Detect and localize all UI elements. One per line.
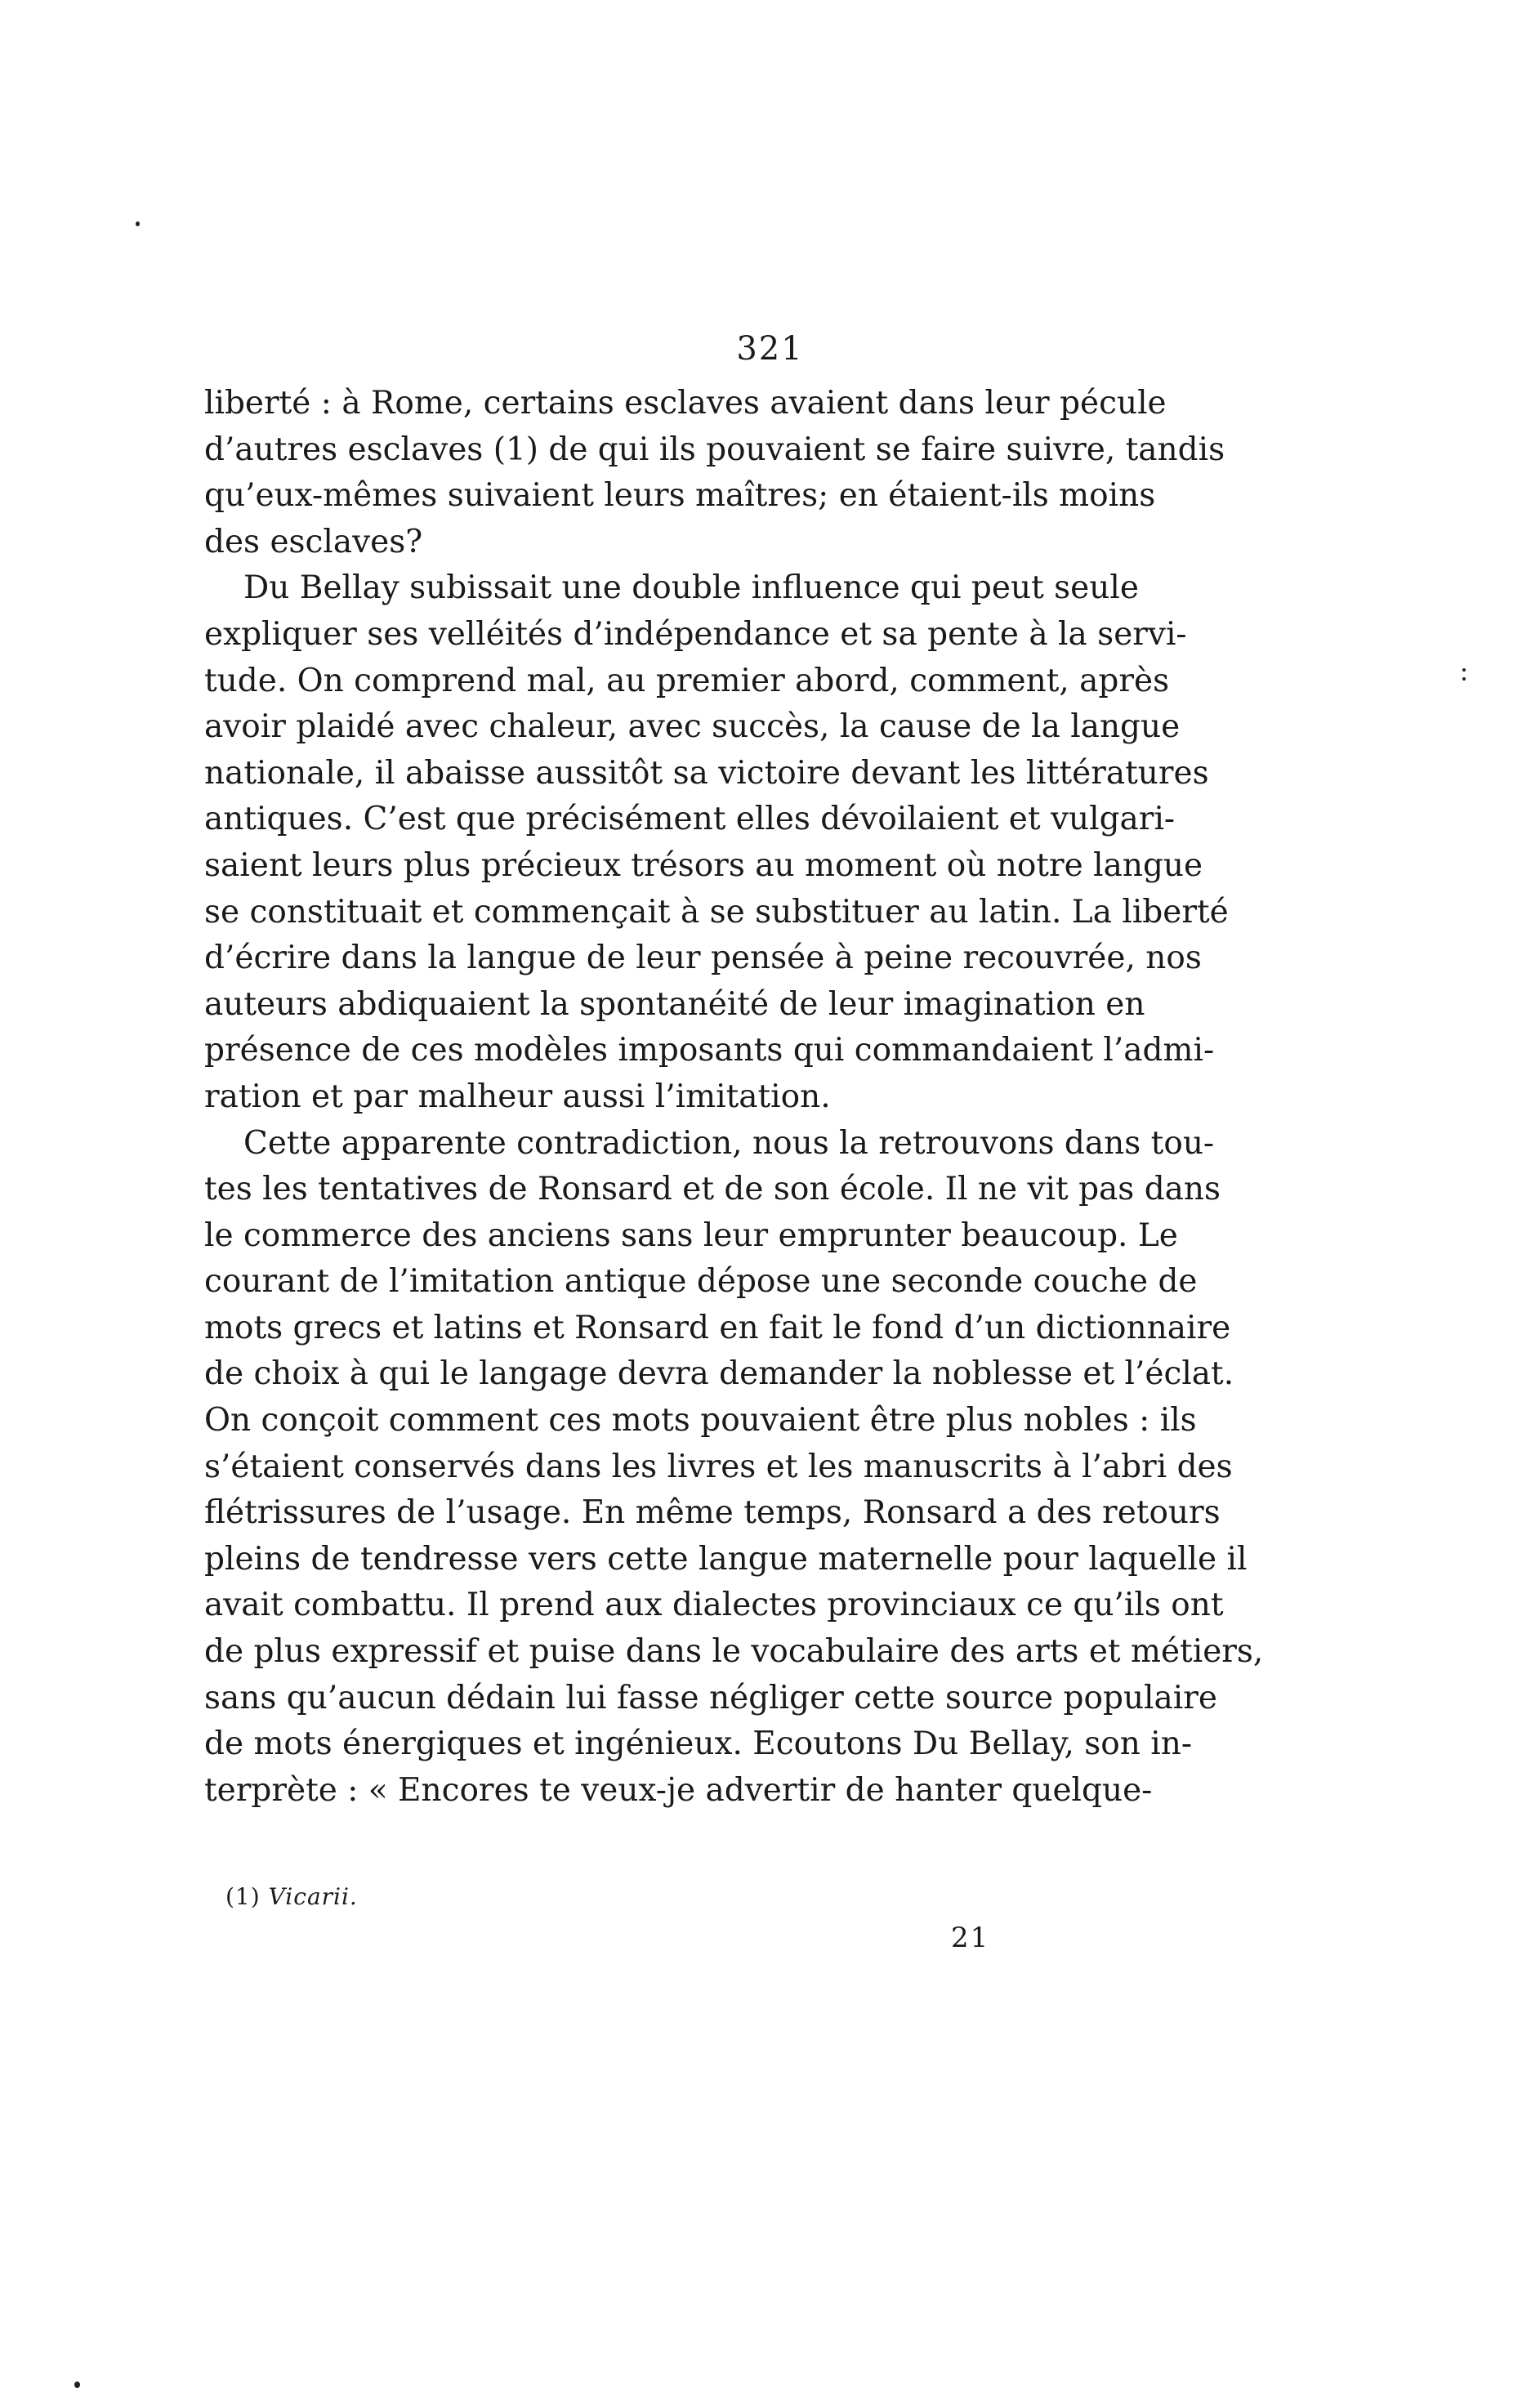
text-line: de plus expressif et puise dans le vocabulaire des arts et métiers,	[204, 1633, 1264, 1671]
text-line: de choix à qui le langage devra demander la noblesse et l’éclat.	[204, 1355, 1234, 1393]
text-line: d’écrire dans la langue de leur pensée à peine recouvrée, nos	[204, 940, 1202, 977]
scan-speck	[1462, 677, 1466, 681]
text-line: terprète : « Encores te veux-je advertir de hanter quelque-	[204, 1771, 1153, 1809]
footnote-text: Vicarii.	[268, 1883, 358, 1910]
text-line: flétrissures de l’usage. En même temps, Ronsard a des retours	[204, 1494, 1221, 1532]
text-line: courant de l’imitation antique dépose une seconde couche de	[204, 1263, 1198, 1301]
text-line: saient leurs plus précieux trésors au moment où notre langue	[204, 846, 1203, 884]
text-line: d’autres esclaves (1) de qui ils pouvaient se faire suivre, tandis	[204, 431, 1225, 468]
page-number: 321	[736, 330, 804, 368]
footnote	[225, 1883, 358, 1910]
text-line: de mots énergiques et ingénieux. Ecoutons Du Bellay, son in-	[204, 1725, 1193, 1763]
text-line: des esclaves?	[204, 523, 423, 560]
text-line: On conçoit comment ces mots pouvaient être plus nobles : ils	[204, 1402, 1197, 1440]
text-line: liberté : à Rome, certains esclaves avaient dans leur pécule	[204, 385, 1167, 422]
text-line: s’étaient conservés dans les livres et les manuscrits à l’abri des	[204, 1448, 1233, 1485]
signature-mark: 21	[951, 1922, 990, 1954]
text-line: ration et par malheur aussi l’imitation.	[204, 1078, 831, 1115]
scan-speck	[136, 221, 140, 226]
text-line: auteurs abdiquaient la spontanéité de leur imagination en	[204, 985, 1145, 1023]
text-line: sans qu’aucun dédain lui fasse négliger cette source populaire	[204, 1679, 1217, 1716]
text-line: antiques. C’est que précisément elles dévoilaient et vulgari-	[204, 801, 1176, 838]
text-line: tes les tentatives de Ronsard et de son école. Il ne vit pas dans	[204, 1171, 1221, 1208]
text-line: expliquer ses velléités d’indépendance et sa pente à la servi-	[204, 615, 1187, 653]
scan-speck	[1462, 668, 1466, 672]
text-line: pleins de tendresse vers cette langue maternelle pour laquelle il	[204, 1540, 1248, 1578]
text-line: présence de ces modèles imposants qui commandaient l’admi-	[204, 1032, 1215, 1069]
footnote-marker: (1)	[225, 1883, 261, 1910]
scan-speck	[74, 2381, 80, 2388]
text-line: Cette apparente contradiction, nous la retrouvons dans tou-	[243, 1124, 1215, 1162]
text-line: avoir plaidé avec chaleur, avec succès, la cause de la langue	[204, 708, 1181, 746]
text-line: qu’eux-mêmes suivaient leurs maîtres; en étaient-ils moins	[204, 477, 1156, 515]
text-line: avait combattu. Il prend aux dialectes provinciaux ce qu’ils ont	[204, 1587, 1224, 1624]
text-line: le commerce des anciens sans leur emprunter beaucoup. Le	[204, 1216, 1178, 1254]
body-text	[204, 381, 1264, 1814]
text-line: se constituait et commençait à se substituer au latin. La liberté	[204, 893, 1229, 931]
text-line: Du Bellay subissait une double influence qui peut seule	[243, 569, 1139, 607]
text-line: mots grecs et latins et Ronsard en fait le fond d’un dictionnaire	[204, 1309, 1231, 1346]
text-line: nationale, il abaisse aussitôt sa victoire devant les littératures	[204, 754, 1209, 792]
text-line: tude. On comprend mal, au premier abord, comment, après	[204, 662, 1170, 699]
